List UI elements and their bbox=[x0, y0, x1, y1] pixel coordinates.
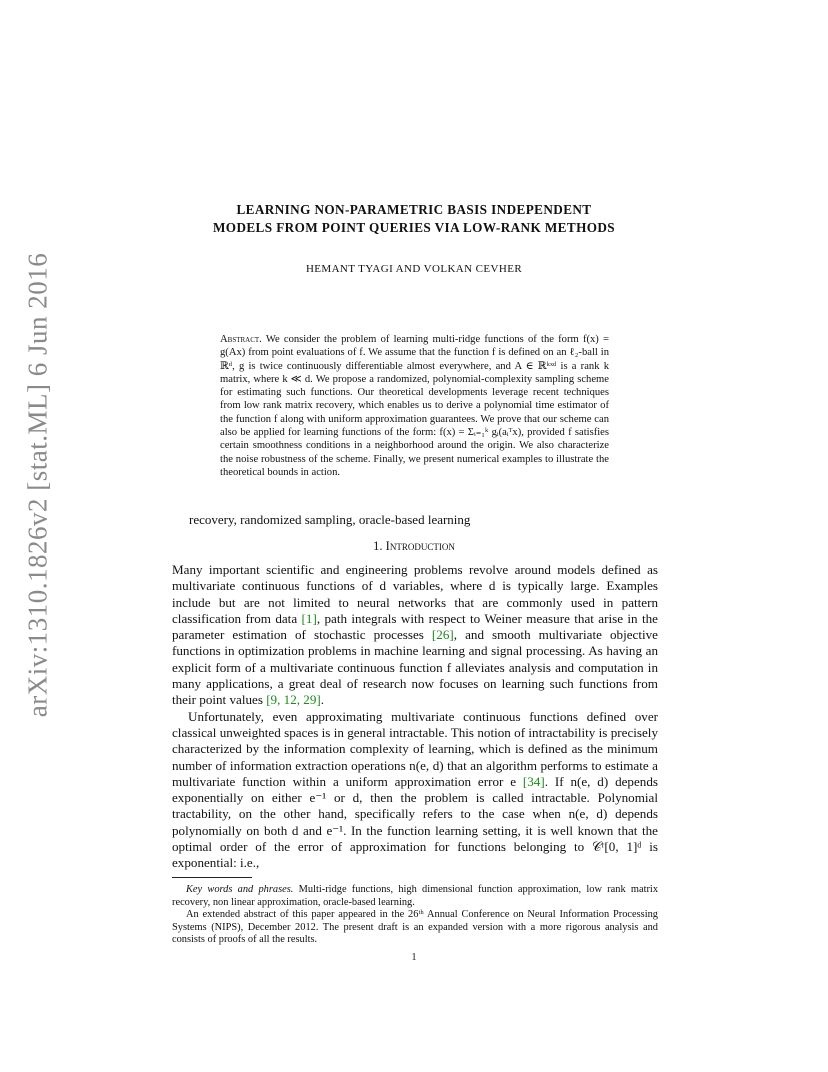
title-line-1: LEARNING NON-PARAMETRIC BASIS INDEPENDENT bbox=[236, 202, 592, 217]
author-list: HEMANT TYAGI AND VOLKAN CEVHER bbox=[305, 263, 523, 275]
arxiv-watermark bbox=[18, 252, 58, 718]
citation-link[interactable]: [26] bbox=[431, 627, 454, 643]
p1-text-3: , and smooth multivariate objective functions in optimization problems in machine learning and signal processing. As having an explicit form of a multivariate continuous function f alleviates analysis and computation in many applications, a great deal of research now focuses on learning such functions from their point values bbox=[172, 627, 658, 708]
abstract-label: Abstract. bbox=[220, 334, 262, 345]
footnote-keywords bbox=[172, 884, 658, 909]
section-heading bbox=[170, 539, 658, 554]
p1-text-4: . bbox=[320, 692, 325, 708]
p2-text-2: . If n(e, d) depends exponentially on either e⁻¹ or d, then the problem is called intractable. Polynomial tractability, on the other hand, specifically refers to the case when n(e, d) depends polynomially on both d and e⁻¹. In the function learning setting, it is well known that the optimal order of the error of approximation for functions belonging to 𝒞ʳ[0, 1]ᵈ is exponential: i.e., bbox=[172, 773, 658, 871]
footnotes bbox=[172, 884, 658, 947]
footnote-nips: An extended abstract of this paper appeared in the 26ᵗʰ Annual Conference on Neural Information Processing Systems (NIPS), December 2012. The present draft is an expanded version with a more rigorous analysis and consists of proofs of all the results. bbox=[172, 909, 658, 946]
page-number: 1 bbox=[411, 952, 417, 963]
section-number: 1. bbox=[373, 539, 383, 553]
paragraph-1 bbox=[172, 562, 658, 709]
paragraph-2 bbox=[172, 709, 658, 872]
dangling-keywords: recovery, randomized sampling, oracle-based learning bbox=[189, 512, 471, 527]
citation-link[interactable]: [9, 12, 29] bbox=[266, 692, 321, 708]
p2-text-1: Unfortunately, even approximating multivariate continuous functions defined over classical unweighted spaces is in general intractable. This notion of intractability is precisely characterized by the information complexity of learning, which is defined as the minimum number of information extraction operations n(e, d) that an algorithm performs to estimate a multivariate function within a uniform approximation error e bbox=[172, 708, 658, 789]
paper-title bbox=[120, 201, 708, 237]
abstract bbox=[220, 333, 609, 479]
title-line-2: MODELS FROM POINT QUERIES VIA LOW-RANK METHODS bbox=[212, 220, 616, 235]
footnote-keywords-label: Key words and phrases. bbox=[186, 884, 294, 895]
footnote-divider bbox=[172, 877, 252, 878]
section-title: Introduction bbox=[385, 539, 455, 553]
p1-text-1: Many important scientific and engineering problems revolve around models defined as multivariate continuous functions of d variables, where d is typically large. Examples include but are not limited to neural networks that are commonly used in pattern classification from data bbox=[172, 562, 658, 626]
abstract-text: We consider the problem of learning multi-ridge functions of the form f(x) = g(Ax) from point evaluations of f. We assume that the function f is defined on an ℓ₂-ball in ℝᵈ, g is twice continuously differentiable almost everywhere, and A ∈ ℝᵏˣᵈ is a rank k matrix, where k ≪ d. We propose a randomized, polynomial-complexity sampling scheme for estimating such functions. Our theoretical developments leverage recent techniques from low rank matrix recovery, which enables us to derive a polynomial time estimator of the function f along with uniform approximation guarantees. We prove that our scheme can also be applied for learning functions of the form: f(x) = Σᵢ₌₁ᵏ gᵢ(aᵢᵀx), provided f satisfies certain smoothness conditions in a neighborhood around the origin. We also characterize the noise robustness of the scheme. Finally, we present numerical examples to illustrate the theoretical bounds in action. bbox=[220, 334, 609, 478]
citation-link[interactable]: [1] bbox=[301, 610, 317, 626]
footnote-keywords-text: Multi-ridge functions, high dimensional function approximation, low rank matrix recovery, non linear approximation, oracle-based learning. bbox=[172, 884, 659, 908]
arxiv-id-text: arXiv:1310.1826v2 [stat.ML] 6 Jun 2016 bbox=[22, 252, 53, 718]
citation-link[interactable]: [34] bbox=[522, 773, 545, 789]
p1-text-2: , path integrals with respect to Weiner measure that arise in the parameter estimation of stochastic processes bbox=[172, 610, 658, 643]
body-text bbox=[172, 562, 658, 872]
